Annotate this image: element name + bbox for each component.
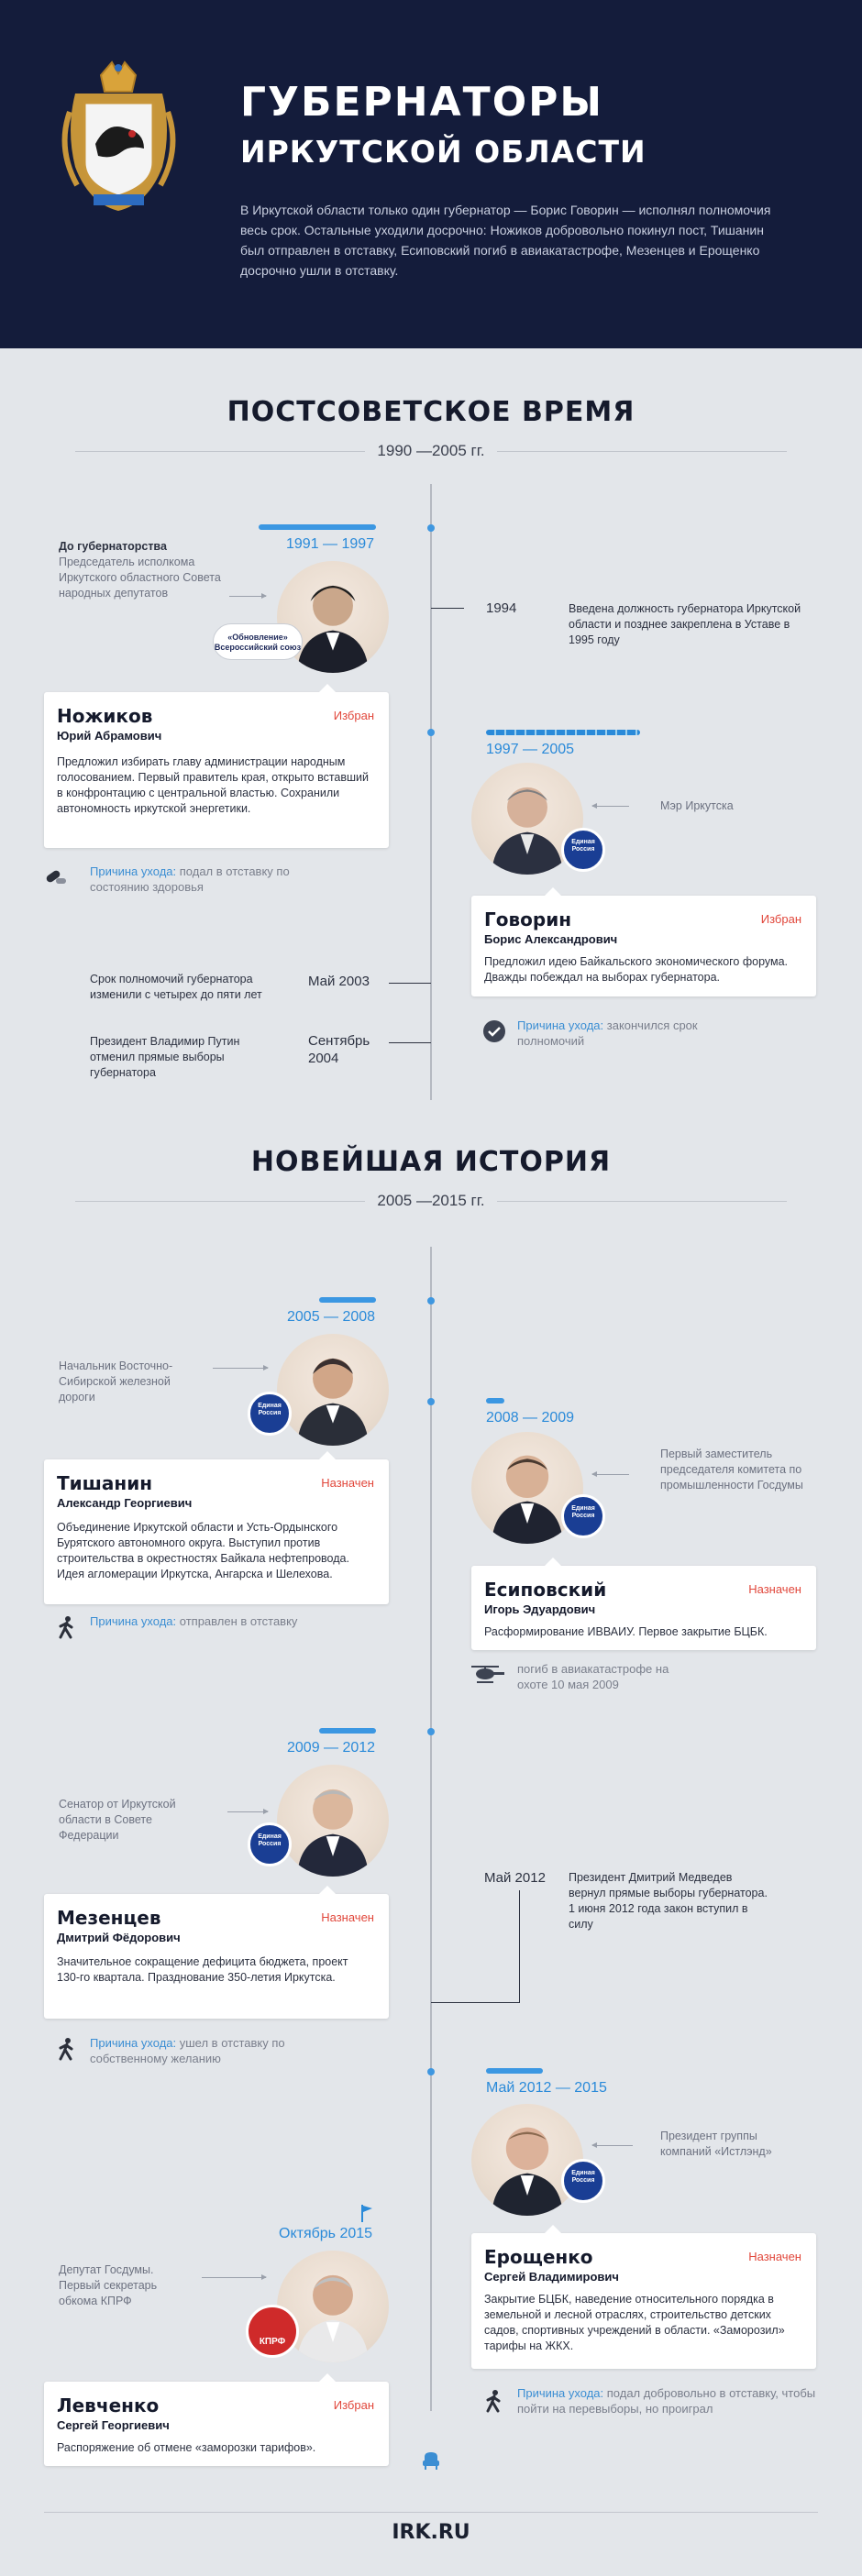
walking-person-icon	[55, 2037, 79, 2061]
timeline-line	[430, 484, 432, 1100]
before-text-eroshchenko: Президент группы компаний «Истлэнд»	[660, 2130, 772, 2158]
period-bar	[486, 1398, 504, 1404]
intro-text: В Иркутской области только один губернатор — Борис Говорин — исполнял полномочия весь срок. Остальные уходили досрочно: Ножиков добровольно покинул пост, Тишанин был отправлен в отставку, Есиповский погиб в авиакатастрофе, Мезенцев и Ерощенко досрочно ушли в отставку.	[240, 203, 771, 278]
pills-icon	[44, 865, 68, 889]
card-pointer	[545, 2225, 561, 2233]
before-text-esipovsky: Первый заместитель председателя комитета по промышленности Госдумы	[660, 1448, 803, 1492]
period-label-mezentsev: 2009 — 2012	[287, 1740, 376, 1756]
event-year-1994: 1994	[486, 600, 517, 616]
flag-icon	[359, 2204, 374, 2222]
section-years-recent: 2005 —2015 гг.	[377, 1192, 485, 1209]
period-bar	[259, 524, 376, 530]
before-text-tishanin: Начальник Восточно-Сибирской железной дороги	[59, 1360, 173, 1404]
irk-logo[interactable]: IRK.RU	[392, 2521, 470, 2544]
governor-description: Предложил идею Байкальского экономического форума. Дважды побеждал на выборах губернатора.	[484, 955, 789, 984]
period-label-eroshchenko: Май 2012 — 2015	[486, 2080, 607, 2096]
governor-surname: Мезенцев	[57, 1907, 161, 1929]
card-pointer	[545, 1558, 561, 1566]
event-connector	[519, 1890, 520, 2002]
arrow	[202, 2277, 266, 2278]
status-badge: Назначен	[748, 2250, 801, 2263]
before-label: До губернаторства	[59, 540, 167, 553]
arrow	[213, 1368, 268, 1369]
governor-surname: Ерощенко	[484, 2246, 593, 2268]
status-badge: Назначен	[321, 1910, 374, 1924]
before-text-mezentsev: Сенатор от Иркутской области в Совете Федерации	[59, 1798, 176, 1842]
departure-reason-tishanin: Причина ухода: отправлен в отставку	[90, 1614, 298, 1628]
governor-name: Сергей Георгиевич	[57, 2418, 170, 2432]
divider	[497, 1201, 787, 1202]
governor-card-levchenko	[44, 2382, 389, 2466]
arrow	[227, 1811, 268, 1812]
governor-card-nozhikov	[44, 692, 389, 848]
armchair-icon	[420, 2449, 442, 2471]
event-connector	[389, 983, 431, 984]
governor-card-tishanin	[44, 1459, 389, 1604]
timeline-dot	[427, 1297, 435, 1305]
governor-surname: Тишанин	[57, 1472, 153, 1494]
period-label-nozhikov: 1991 — 1997	[286, 536, 375, 552]
party-badge-nozhikov: «Обновление» Всероссийский союз	[213, 623, 303, 660]
header	[0, 0, 862, 348]
party-badge-mezentsev: Единая Россия	[248, 1822, 292, 1866]
timeline-dot	[427, 1728, 435, 1735]
governor-surname: Левченко	[57, 2394, 160, 2416]
period-label-tishanin: 2005 — 2008	[287, 1309, 376, 1325]
departure-reason-esipovsky: погиб в авиакатастрофе на охоте 10 мая 2009	[517, 1662, 669, 1691]
walking-person-icon	[482, 2389, 506, 2413]
departure-reason-mezentsev: Причина ухода: ушел в отставку по собственному желанию	[90, 2036, 285, 2065]
timeline-dot	[427, 524, 435, 532]
governor-surname: Есиповский	[484, 1579, 607, 1601]
divider	[497, 451, 787, 452]
card-pointer	[545, 887, 561, 896]
timeline-dot	[427, 729, 435, 736]
governor-surname: Ножиков	[57, 705, 153, 727]
governor-card-mezentsev	[44, 1894, 389, 2019]
governor-description: Закрытие БЦБК, наведение относительного порядка в земельной и лесной отраслях, строительство детских садов, спортивных учреждений в области. «Заморозил» тарифы на ЖКХ.	[484, 2293, 785, 2352]
before-text-nozhikov: Председатель исполкома Иркутского областного Совета народных депутатов	[59, 556, 221, 600]
party-badge-govorin: Единая Россия	[561, 828, 605, 872]
governor-card-esipovsky	[471, 1566, 816, 1650]
period-bar	[319, 1297, 376, 1303]
before-text-govorin: Мэр Иркутска	[660, 799, 734, 812]
divider	[75, 451, 365, 452]
governor-name: Дмитрий Фёдорович	[57, 1931, 181, 1944]
governor-card-govorin	[471, 896, 816, 996]
event-text-2003: Срок полномочий губернатора изменили с четырех до пяти лет	[90, 973, 262, 1001]
timeline-line	[430, 1247, 432, 2411]
section-title-recent: НОВЕЙШАЯ ИСТОРИЯ	[250, 1146, 612, 1178]
event-year-2004: Сентябрь 2004	[308, 1033, 370, 1066]
governor-name: Юрий Абрамович	[57, 729, 162, 743]
status-badge: Избран	[333, 2398, 374, 2412]
governor-description: Объединение Иркутской области и Усть-Ордынского Бурятского автономного округа. Выступил против строительства в окрестностях Байкала нефтепровода. Идея агломерации Иркутска, Ангарска и Шелехова.	[57, 1521, 349, 1580]
period-bar	[319, 1728, 376, 1734]
event-year-2003: Май 2003	[308, 974, 370, 989]
card-pointer	[319, 684, 336, 692]
portrait-eroshchenko	[471, 2104, 583, 2216]
period-label-esipovsky: 2008 — 2009	[486, 1410, 575, 1426]
governor-description: Расформирование ИВВАИУ. Первое закрытие БЦБК.	[484, 1625, 768, 1638]
walking-person-icon	[55, 1615, 79, 1639]
governor-description: Значительное сокращение дефицита бюджета, проект 130-го квартала. Празднование 350-летия Иркутска.	[57, 1955, 348, 1984]
card-pointer	[319, 2373, 336, 2382]
event-connector	[431, 2002, 520, 2003]
timeline-dot	[427, 2068, 435, 2075]
timeline-dot	[427, 1398, 435, 1405]
departure-reason-eroshchenko: Причина ухода: подал добровольно в отставку, чтобы пойти на перевыборы, но проиграл	[517, 2386, 816, 2416]
footer-divider	[44, 2512, 818, 2513]
governor-name: Игорь Эдуардович	[484, 1602, 596, 1616]
arrow	[592, 1474, 629, 1475]
party-badge-eroshchenko: Единая Россия	[561, 2159, 605, 2203]
governor-surname: Говорин	[484, 908, 572, 930]
event-year-2012: Май 2012	[484, 1870, 546, 1886]
governor-name: Сергей Владимирович	[484, 2270, 619, 2284]
irkutsk-coat-of-arms-icon	[57, 57, 181, 213]
event-connector	[389, 1042, 431, 1043]
arrow	[592, 2145, 633, 2146]
governor-description: Распоряжение об отмене «заморозки тарифов».	[57, 2441, 316, 2454]
status-badge: Избран	[760, 912, 801, 926]
page-title-line2: ИРКУТСКОЙ ОБЛАСТИ	[240, 134, 646, 170]
page-title-line1: ГУБЕРНАТОРЫ	[240, 79, 603, 126]
governor-card-eroshchenko	[471, 2233, 816, 2369]
card-pointer	[319, 1451, 336, 1459]
governor-name: Александр Георгиевич	[57, 1496, 193, 1510]
event-text-2012: Президент Дмитрий Медведев вернул прямые выборы губернатора. 1 июня 2012 года закон вступил в силу	[569, 1871, 768, 1931]
divider	[75, 1201, 365, 1202]
period-label-levchenko: Октябрь 2015	[279, 2226, 373, 2241]
status-badge: Избран	[333, 709, 374, 722]
event-connector	[431, 608, 464, 609]
party-badge-esipovsky: Единая Россия	[561, 1494, 605, 1538]
portrait-mezentsev	[277, 1765, 389, 1877]
status-badge: Назначен	[321, 1476, 374, 1490]
status-badge: Назначен	[748, 1582, 801, 1596]
arrow	[229, 596, 266, 597]
arrow	[592, 806, 629, 807]
period-bar	[486, 2068, 543, 2074]
party-badge-tishanin: Единая Россия	[248, 1392, 292, 1436]
period-label-govorin: 1997 — 2005	[486, 742, 575, 757]
departure-reason-govorin: Причина ухода: закончился срок полномочий	[517, 1018, 698, 1048]
governor-name: Борис Александрович	[484, 932, 618, 946]
event-text-2004: Президент Владимир Путин отменил прямые выборы губернатора	[90, 1035, 240, 1079]
before-text-levchenko: Депутат Госдумы. Первый секретарь обкома КПРФ	[59, 2263, 158, 2307]
party-badge-levchenko: КПРФ	[246, 2305, 299, 2358]
checkmark-icon	[482, 1019, 506, 1043]
event-text-1994: Введена должность губернатора Иркутской области и позднее закреплена в Уставе в 1995 году	[569, 602, 801, 646]
period-bar	[486, 730, 640, 735]
card-pointer	[319, 1886, 336, 1894]
helicopter-icon	[470, 1661, 506, 1685]
section-title-postsoviet: ПОСТСОВЕТСКОЕ ВРЕМЯ	[227, 396, 635, 428]
departure-reason-nozhikov: Причина ухода: подал в отставку по состоянию здоровья	[90, 864, 290, 894]
governor-description: Предложил избирать главу администрации народным голосованием. Первый правитель края, открыто вставший в конфронтацию с центральной властью. Сохранили автономность иркутской энергетики.	[57, 755, 370, 815]
portrait-tishanin	[277, 1334, 389, 1446]
section-years-postsoviet: 1990 —2005 гг.	[377, 442, 485, 459]
